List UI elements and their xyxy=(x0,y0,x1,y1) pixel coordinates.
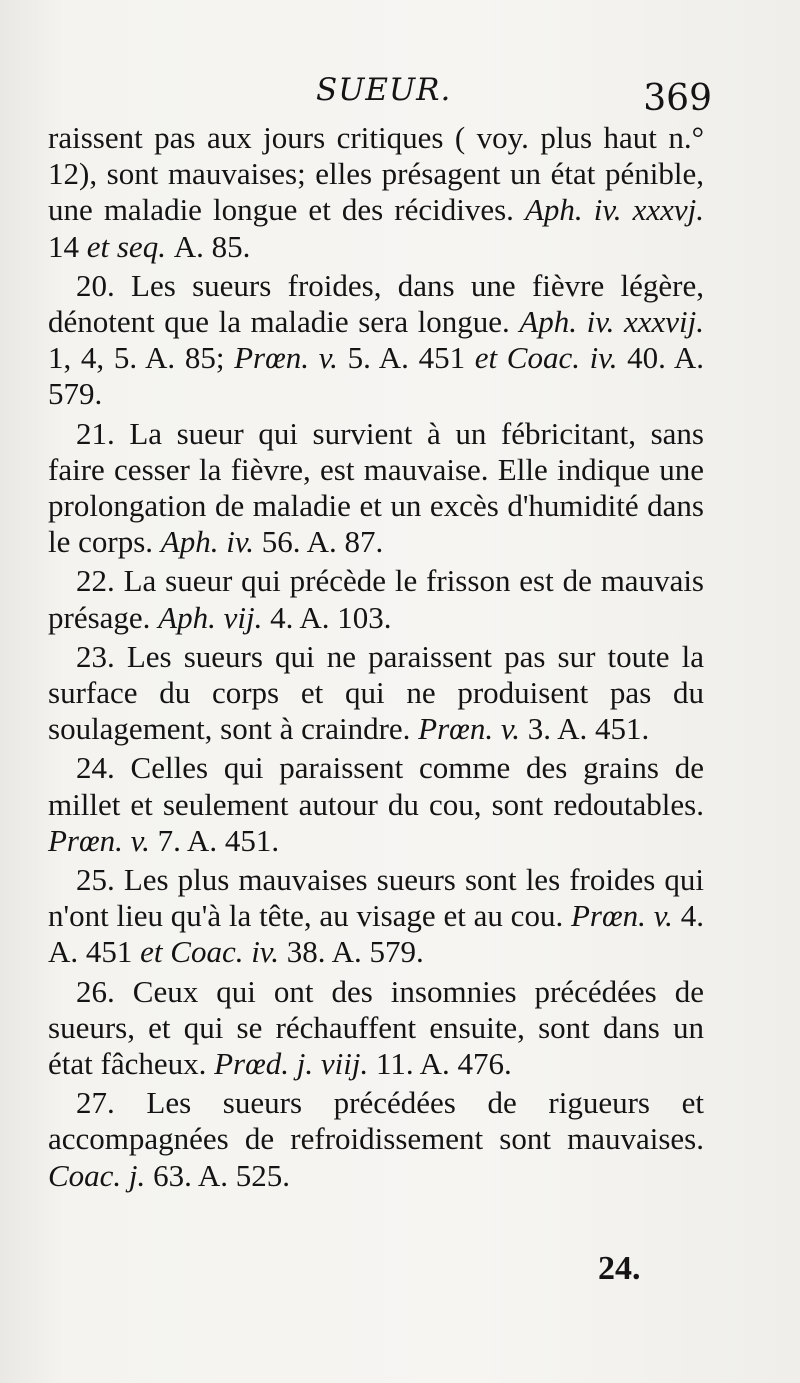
body-text: 20. Les sueurs froides, dans une fièvre légère, dénotent que la maladie sera longue. xyxy=(48,267,704,340)
paragraph-20 xyxy=(48,268,704,413)
body-text: 7. A. 451. xyxy=(157,822,280,858)
page-body xyxy=(48,120,704,1194)
paragraph-27 xyxy=(48,1085,704,1194)
body-text: 1, 4, 5. A. 85; xyxy=(48,340,235,376)
citation-text: Prœn. v. xyxy=(48,822,158,858)
body-text: 5. A. 451 xyxy=(347,340,475,376)
body-text: 25. Les plus mauvaises sueurs sont les froides qui n'ont lieu qu'à la tête, au visage et au cou. xyxy=(48,862,704,934)
body-text: 4. A. 103. xyxy=(270,599,392,635)
citation-text: Prœn. v. xyxy=(571,898,681,934)
body-text: 26. Ceux qui ont des insomnies précédées de sueurs, et qui se réchauffent ensuite, sont dans un état fâcheux. xyxy=(48,973,704,1082)
body-text: 14 xyxy=(48,228,87,264)
citation-text: Coac. j. xyxy=(48,1157,154,1193)
page-number: 369 xyxy=(643,78,712,119)
paragraph-continuation xyxy=(48,120,704,265)
citation-text: Aph. iv. xxxvj. xyxy=(524,192,704,228)
body-text: 27. Les sueurs précédées de rigueurs et accompagnées de refroidissement sont mauvaises. xyxy=(48,1085,704,1157)
body-text: 24. Celles qui paraissent comme des grains de millet et seulement autour du cou, sont redoutables. xyxy=(48,750,704,822)
body-text: 11. A. 476. xyxy=(376,1046,512,1082)
citation-text: et Coac. iv. xyxy=(474,340,628,376)
paragraph-24 xyxy=(48,750,704,859)
paragraph-25 xyxy=(48,862,704,971)
citation-text: Aph. iv. xxxvij. xyxy=(519,304,704,340)
citation-text: et Coac. iv. xyxy=(140,934,287,970)
body-text: raissent pas aux jours critiques ( voy. plus haut n.° 12), sont mauvaises; elles présagent un état pénible, une maladie longue et des récidives. xyxy=(48,120,704,228)
citation-text: Prœd. j. viij. xyxy=(214,1046,376,1082)
body-text: 40. A. 579. xyxy=(48,340,704,412)
citation-text: Prœn. v. xyxy=(418,711,528,747)
body-text: 3. A. 451. xyxy=(527,711,650,747)
citation-text: Prœn. v. xyxy=(234,340,348,376)
paragraph-22 xyxy=(48,563,704,635)
page-header xyxy=(48,72,712,118)
body-text: 23. Les sueurs qui ne paraissent pas sur toute la surface du corps et qui ne produisent pas du soulagement, sont à craindre. xyxy=(48,638,704,747)
signature-mark: 24. xyxy=(598,1250,641,1287)
body-text: 38. A. 579. xyxy=(286,934,424,970)
citation-text: Aph. vij. xyxy=(158,599,271,635)
body-text: 56. A. 87. xyxy=(261,524,384,560)
body-text: A. 85. xyxy=(173,228,251,264)
body-text: 4. A. 451 xyxy=(48,898,704,970)
paragraph-26 xyxy=(48,974,704,1083)
paragraph-21 xyxy=(48,416,704,561)
citation-text: Aph. iv. xyxy=(160,524,262,560)
paragraph-23 xyxy=(48,639,704,748)
running-head: SUEUR. xyxy=(316,72,452,108)
citation-text: et seq. xyxy=(86,228,174,264)
body-text: 63. A. 525. xyxy=(153,1157,290,1193)
body-text: 21. La sueur qui survient à un fébricitant, sans faire cesser la fièvre, est mauvaise. Elle indique une prolongation de maladie et un excès d'humidité dans le corps. xyxy=(48,415,704,560)
body-text: 22. La sueur qui précède le frisson est de mauvais présage. xyxy=(48,563,704,635)
